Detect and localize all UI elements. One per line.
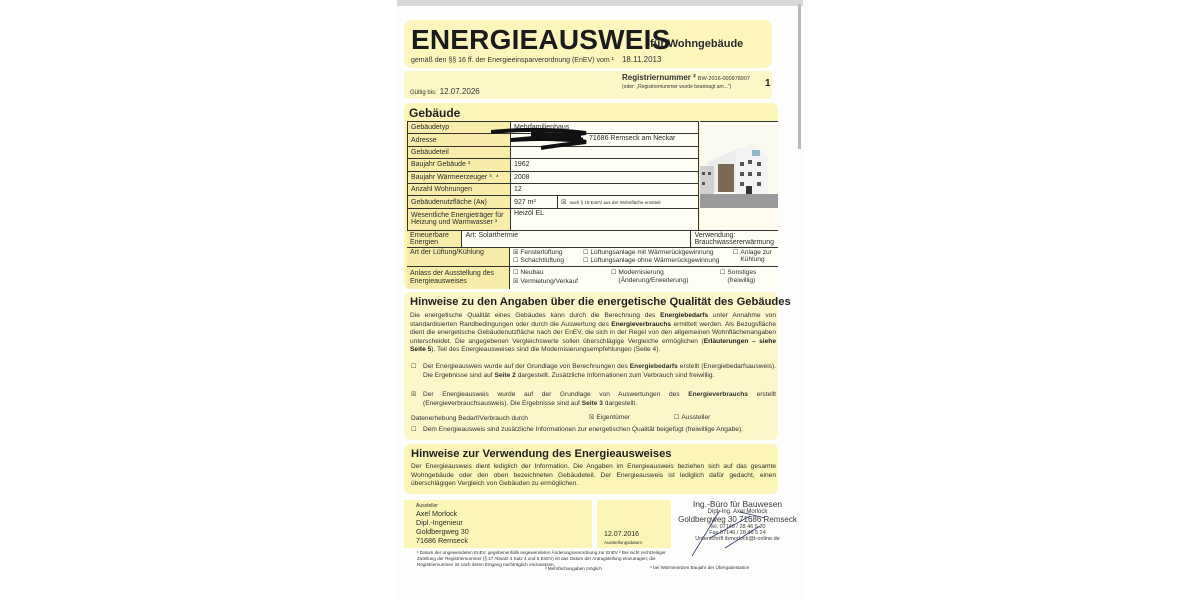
renewable-label: Erneuerbare Energien xyxy=(407,231,462,247)
footnote-4: ⁴ bei Wärmenetzen Baujahr der Übergabestation xyxy=(650,565,750,570)
building-table xyxy=(407,121,699,231)
valid-until xyxy=(410,87,480,96)
option-fensterlueftung[interactable]: ☒ Fensterlüftung xyxy=(513,249,563,256)
row-label: Gebäudeteil xyxy=(408,146,511,158)
registration-number xyxy=(622,73,750,82)
row-value: 2008 xyxy=(511,171,699,183)
page-number: 1 xyxy=(765,78,771,89)
option-additional-info: ☐ Dem Energieausweis sind zusätzliche Informationen zur energetischen Qualität beigefügt (freiwillige Angabe). xyxy=(411,426,743,433)
issuer-city: 71686 Remseck xyxy=(416,536,468,545)
issue-date-label: Ausstellungsdatum xyxy=(604,540,643,545)
footnote-3: ³ Mehrfachangaben möglich xyxy=(545,566,602,571)
row-value: Mehrfamilienhaus xyxy=(511,122,699,134)
stamp-line: Dipl.-Ing. Axel Morlock xyxy=(707,509,768,515)
issuer-label: Aussteller xyxy=(416,503,438,509)
renewable-row xyxy=(407,230,778,248)
footnote-1-2: ¹ Datum der angewendeten EnEV, gegebenenfalls angewendeten Änderungsverordnung zur EnEV ² Bei nicht rechtzeitiger Zuteilung der Registriernummer (§ 17 Absatz 4 Satz 4 und 5 EnEV) ist das Datum der Antragstellung einzutragen; die Registriernummer ist nach deren Eingang nachträglich einzusetzen. xyxy=(417,550,666,567)
vertical-scrollbar[interactable] xyxy=(798,4,801,149)
option-verbrauchsausweis: ☒ Der Energieausweis wurde auf der Grundlage von Auswertungen des Energieverbrauchs erstellt (Energieverbrauchsausweis). Die Ergebnisse sind auf Seite 3 dargestellt. xyxy=(411,391,776,407)
option-modernisierung[interactable]: ☐ Modernisierung (Änderung/Erweiterung) xyxy=(611,269,689,284)
address-visible-part: 71686 Remseck am Neckar xyxy=(589,135,676,143)
building-section-title: Gebäude xyxy=(409,106,461,120)
option-vermietung-verkauf[interactable]: ☒ Vermietung/Verkauf xyxy=(513,278,578,285)
option-aussteller[interactable]: ☐ Aussteller xyxy=(674,414,711,421)
option-lueftung-mit-wrg[interactable]: ☐ Lüftungsanlage mit Wärmerückgewinnung xyxy=(583,249,714,256)
checkbox-additional[interactable]: ☐ xyxy=(411,427,417,433)
checkbox-checked[interactable]: ☒ xyxy=(561,199,567,206)
ventilation-options xyxy=(510,248,778,266)
registration-label: Registriernummer ² xyxy=(622,73,696,82)
row-label: Gebäudetyp xyxy=(408,122,511,134)
issuer-street: Goldbergweg 30 xyxy=(416,527,469,536)
building-photo xyxy=(700,121,778,230)
checkbox-bedarf[interactable]: ☐ xyxy=(411,364,417,370)
usage-notes-text: Der Energieausweis dient lediglich der Information. Die Angaben im Energieausweis beziehen sich auf das gesamte Wohngebäude oder den oben bezeichneten Gebäudeteil. Der Energieausweis ist lediglich dafür gedacht, einen überschlägigen Vergleich von Gebäuden zu ermöglichen. xyxy=(411,463,776,488)
ventilation-row xyxy=(407,248,778,267)
option-sonstiges[interactable]: ☐ Sonstiges (freiwillig) xyxy=(720,269,757,284)
row-label: Wesentliche Energieträger für Heizung und Warmwasser ³ xyxy=(408,208,511,230)
registration-note: (oder: „Registriernummer wurde beantragt am...“) xyxy=(622,84,732,90)
checkbox-verbrauch[interactable]: ☒ xyxy=(411,392,417,398)
issue-date: 12.07.2016 xyxy=(604,531,640,538)
renewable-type: Art: Solarthermie xyxy=(462,231,691,247)
issuer-address xyxy=(416,509,469,545)
row-value: 927 m² xyxy=(511,196,558,208)
document-title: ENERGIEAUSWEIS xyxy=(411,24,671,55)
row-value: Heizöl EL xyxy=(511,208,699,230)
legal-basis-text: gemäß den §§ 16 ff. der Energieeinsparverordnung (EnEV) vom ¹ xyxy=(411,57,614,64)
option-eigentuemer[interactable]: ☒ Eigentümer xyxy=(589,414,631,421)
table-row xyxy=(408,183,699,195)
occasion-row xyxy=(407,267,778,289)
row-label: Gebäudenutzfläche (Aɴ) xyxy=(408,196,511,208)
option-kuehlung[interactable]: ☐ Anlage zur Kühlung xyxy=(733,249,772,263)
quality-notes-title: Hinweise zu den Angaben über die energetische Qualität des Gebäudes xyxy=(410,296,791,308)
row-label: Baujahr Gebäude ³ xyxy=(408,159,511,171)
valid-until-date: 12.07.2026 xyxy=(439,87,480,96)
issuer-name: Axel Morlock xyxy=(416,509,458,518)
building-extra-rows xyxy=(407,230,778,289)
registration-value: BW-2016-000978907 xyxy=(697,76,750,82)
stamp-line: Goldbergweg 30 71686 Remseck xyxy=(678,515,797,524)
quality-notes-intro: Die energetische Qualität eines Gebäudes kann durch die Berechnung des Energiebedarfs unter Annahme von standardisierten Randbedingungen oder durch die Auswertung des Energieverbrauchs ermittelt werden. Als Bezugsfläche dient die energetische Gebäudenutzfläche nach der EnEV, die sich in der Regel von den allgemeinen Wohnflächenangaben unterscheidet. Die angegebenen Vergleichswerte sollen überschlägige Vergleiche ermöglichen (Erläuterungen – siehe Seite 5). Teil des Energieausweises sind die Modernisierungsempfehlungen (Seite 4). xyxy=(410,312,777,354)
stamp-line: Fax 07146 / 28 46 5 24 xyxy=(709,530,766,536)
option-bedarfsausweis: ☐ Der Energieausweis wurde auf der Grundlage von Berechnungen des Energiebedarfs erstellt (Energiebedarfsausweis). Die Ergebnisse sind auf Seite 2 dargestellt. Zusätzliche Informationen zum Verbrauch sind freiwillig. xyxy=(411,363,776,379)
valid-until-label: Gültig bis: xyxy=(410,90,437,96)
table-row xyxy=(408,196,699,208)
enev-date: 18.11.2013 xyxy=(621,55,662,64)
occasion-options xyxy=(510,267,778,289)
area-note xyxy=(558,196,699,208)
row-value xyxy=(511,134,699,146)
row-label: Baujahr Wärmeerzeuger ³˒ ⁴ xyxy=(408,171,511,183)
stamp-line: Unterschrift ibmorlock@t-online.de xyxy=(695,536,780,542)
table-row xyxy=(408,159,699,171)
usage-notes-title: Hinweise zur Verwendung des Energieausweises xyxy=(411,448,672,460)
table-row xyxy=(408,171,699,183)
option-neubau[interactable]: ☐ Neubau xyxy=(513,269,544,276)
table-row xyxy=(408,208,699,230)
data-collection-label: Datenerhebung Bedarf/Verbrauch durch xyxy=(411,415,528,422)
renewable-use: Verwendung: Brauchwassererwärmung xyxy=(691,231,778,247)
area-note-text: nach § 19 EnEV aus der Wohnfläche ermittelt xyxy=(569,199,661,205)
document-title-suffix: für Wohngebäude xyxy=(650,38,744,50)
row-label: Adresse xyxy=(408,134,511,146)
legal-basis xyxy=(411,55,661,64)
stamp-line: Ing.-Büro für Bauwesen xyxy=(692,499,783,509)
option-lueftung-ohne-wrg[interactable]: ☐ Lüftungsanlage ohne Wärmerückgewinnung xyxy=(583,257,720,264)
stamp-line: Tel. 07146 / 28 46 5 20 xyxy=(709,524,766,530)
table-row xyxy=(408,134,699,146)
ventilation-label: Art der Lüftung/Kühlung xyxy=(407,248,510,266)
row-value: 1962 xyxy=(511,159,699,171)
occasion-label: Anlass der Ausstellung des Energieausweises xyxy=(407,267,510,289)
building-image-icon xyxy=(700,144,778,208)
issuer-title: Dipl.-Ingenieur xyxy=(416,518,463,527)
row-value: 12 xyxy=(511,183,699,195)
option-schachtlueftung[interactable]: ☐ Schachtlüftung xyxy=(513,257,565,264)
row-label: Anzahl Wohnungen xyxy=(408,183,511,195)
